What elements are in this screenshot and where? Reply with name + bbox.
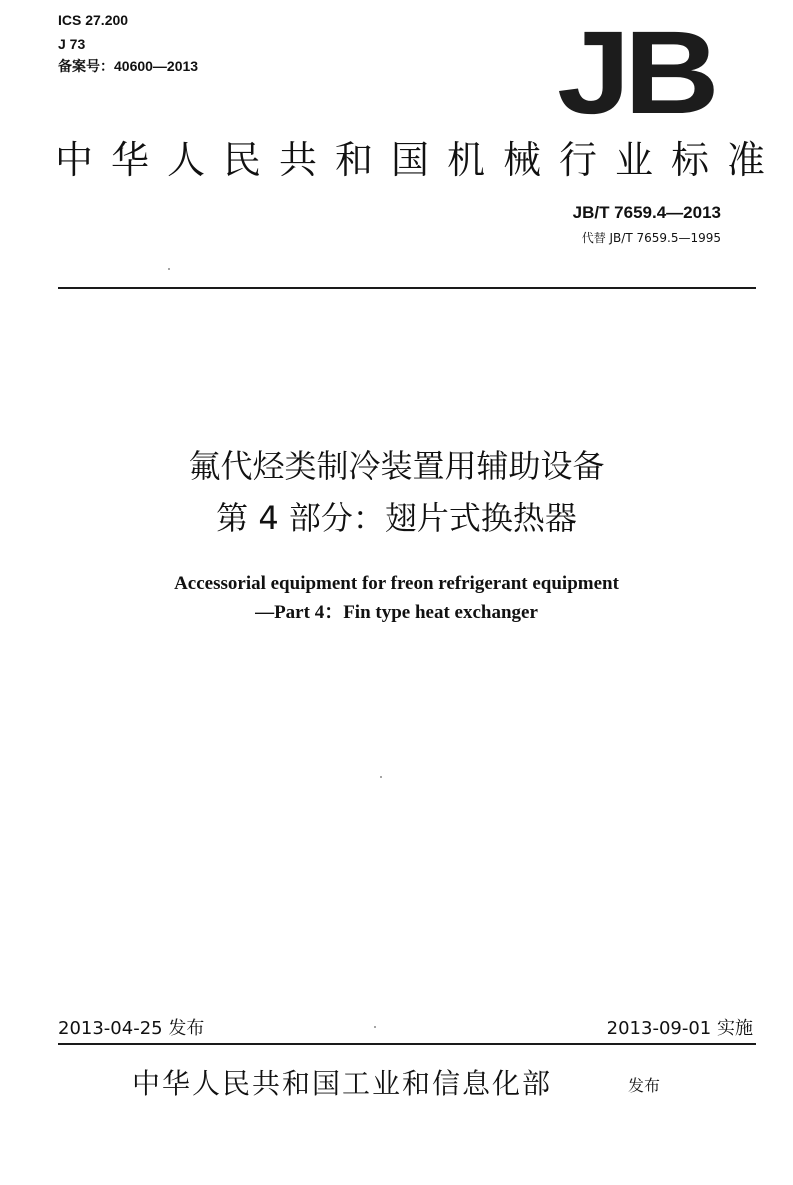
organization-title: 中华人民共和国机械行业标准: [55, 138, 784, 182]
jb-logo-text: JB: [557, 27, 714, 119]
replaces-standard: 代替 JB/T 7659.5—1995: [581, 231, 721, 245]
english-title-line-2: —Part 4：Fin type heat exchanger: [255, 602, 538, 623]
issued-by-label: 发布: [628, 1076, 661, 1095]
issuing-authority: 中华人民共和国工业和信息化部: [132, 1067, 553, 1100]
scan-speck: [168, 268, 170, 270]
ics-code: ICS 27.200: [58, 12, 129, 28]
scan-speck: [374, 1026, 376, 1028]
jb-logo: [555, 27, 715, 119]
chinese-title-line-2: 第 4 部分：翅片式换热器: [216, 499, 577, 537]
classification-code: J 73: [58, 36, 86, 52]
header-divider: [58, 287, 756, 289]
footer-divider: [58, 1043, 756, 1045]
scan-speck: [380, 776, 382, 778]
standard-number: JB/T 7659.4—2013: [572, 203, 721, 222]
record-number: 备案号：40600—2013: [58, 58, 199, 74]
effective-date: 2013-09-01 实施: [606, 1018, 753, 1039]
english-title-line-1: Accessorial equipment for freon refrigerant equipment: [174, 573, 619, 594]
chinese-title-line-1: 氟代烃类制冷装置用辅助设备: [188, 447, 605, 485]
issue-date: 2013-04-25 发布: [58, 1018, 205, 1039]
